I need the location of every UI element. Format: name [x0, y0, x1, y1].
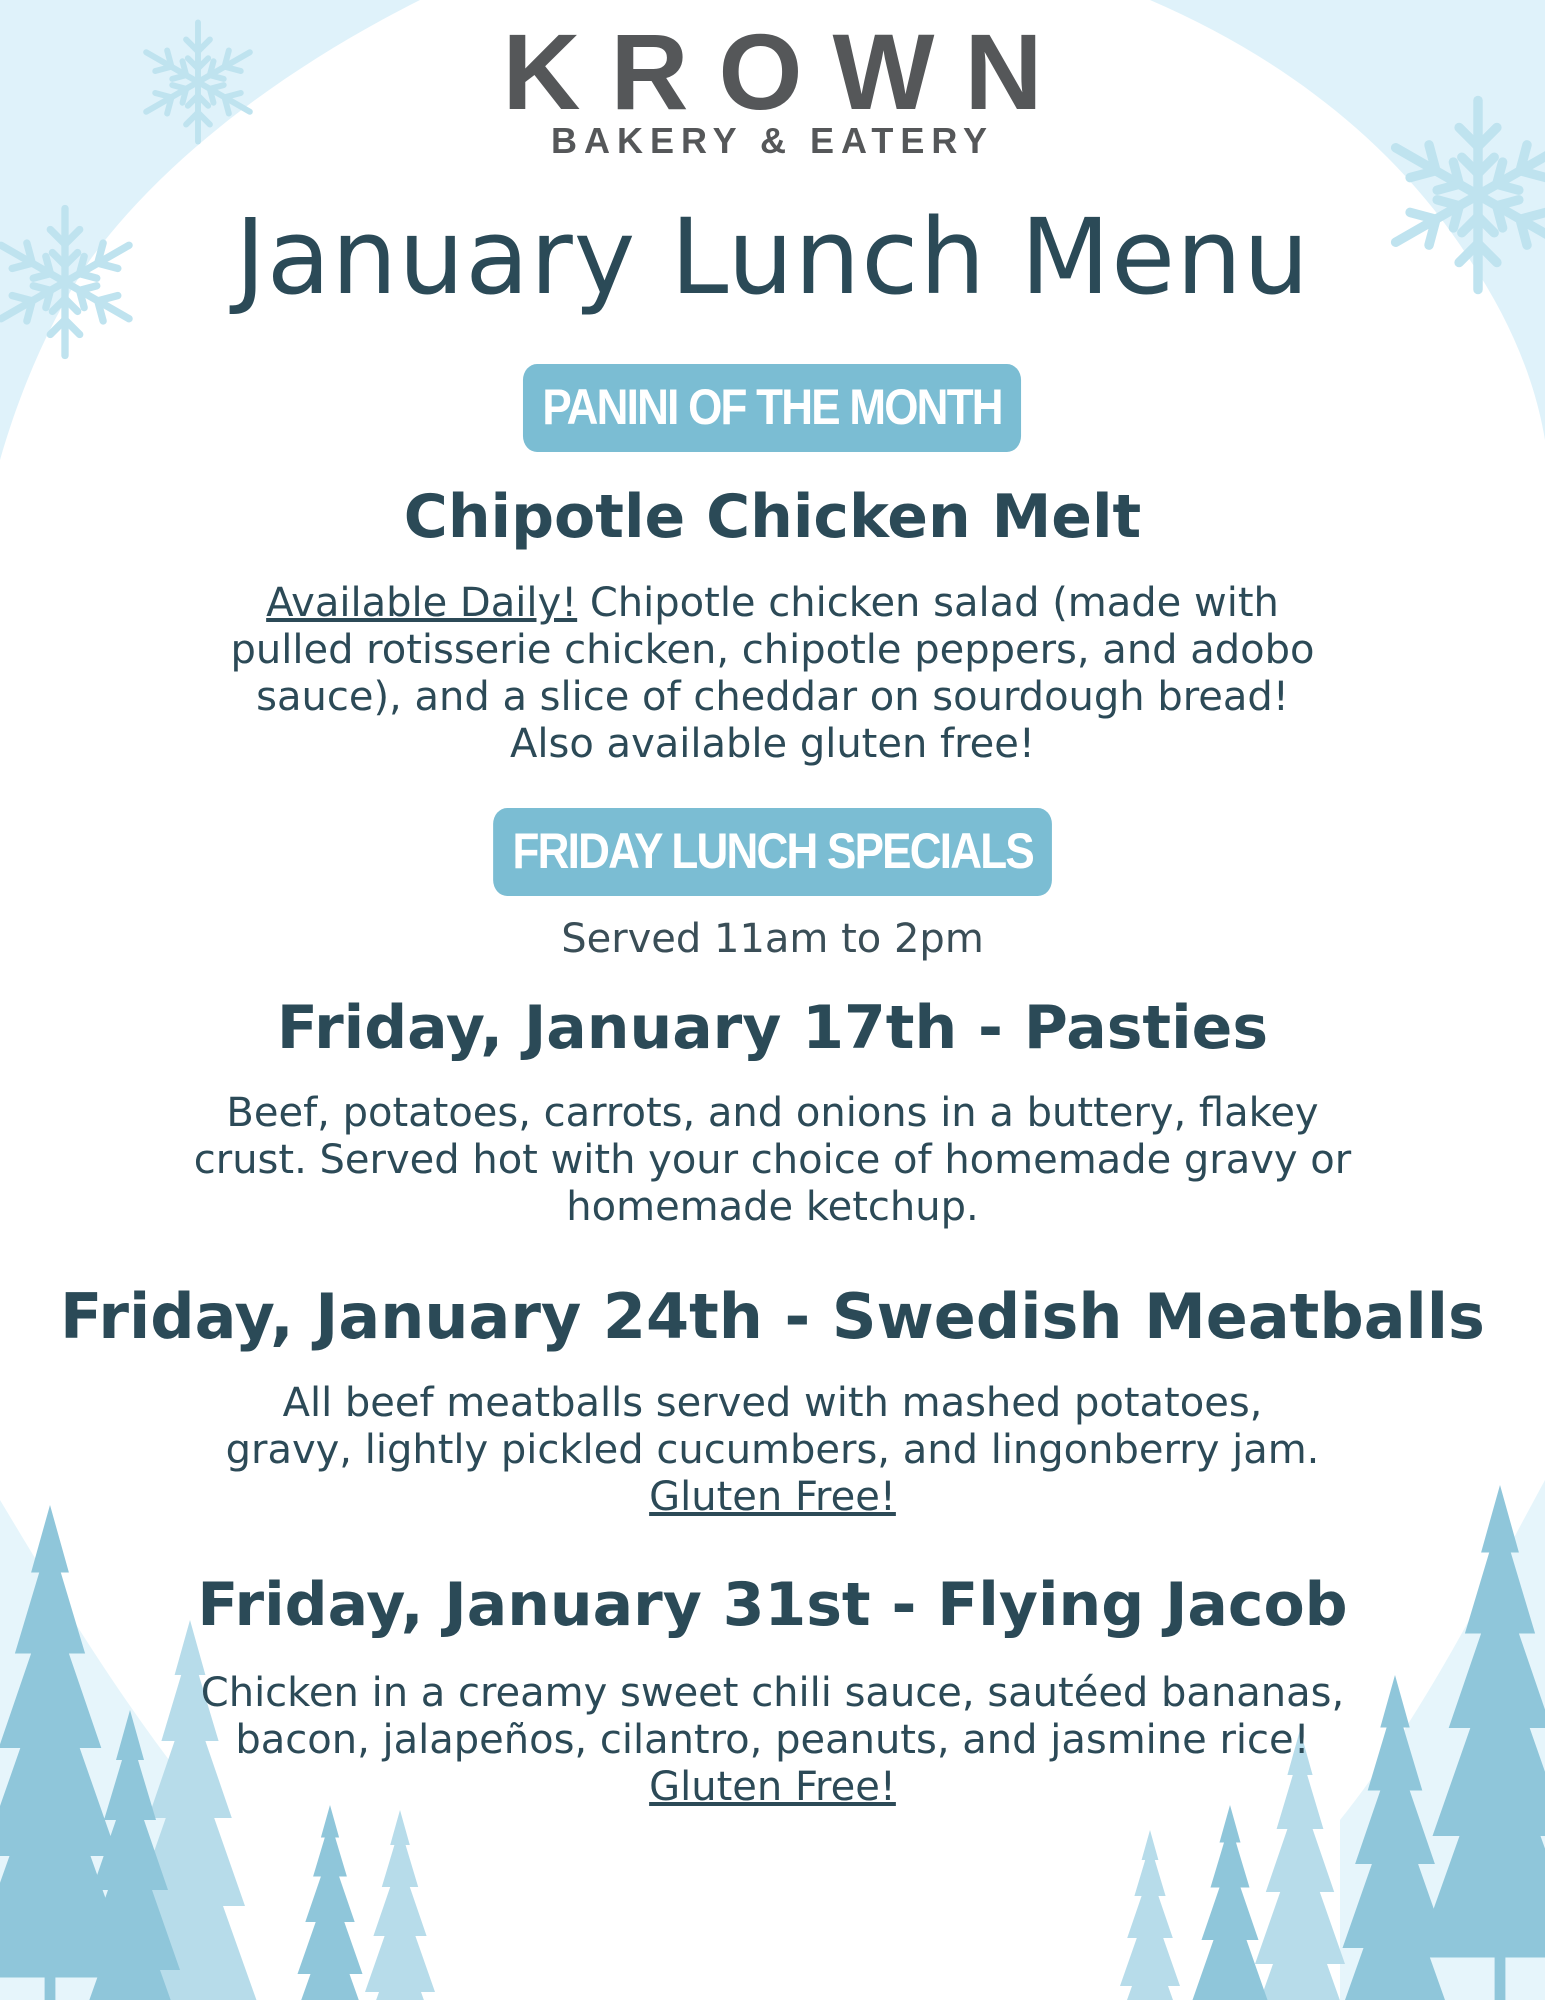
- gluten-free-note: Gluten Free!: [649, 1474, 896, 1520]
- special-title: Friday, January 17th - Pasties: [276, 993, 1269, 1063]
- special-description: Chicken in a creamy sweet chili sauce, sautéed bananas, bacon, jalapeños, cilantro, peanuts, and jasmine rice! Gluten Free!: [200, 1670, 1345, 1810]
- special-title: Friday, January 24th - Swedish Meatballs: [60, 1280, 1485, 1353]
- available-daily-note: Available Daily!: [266, 580, 578, 626]
- friday-section-header: [0, 808, 1545, 896]
- page-title: January Lunch Menu: [235, 196, 1310, 318]
- panini-name: Chipotle Chicken Melt: [403, 482, 1142, 552]
- panini-badge: PANINI OF THE MONTH: [523, 364, 1021, 452]
- served-hours: Served 11am to 2pm: [561, 916, 984, 962]
- gluten-free-note: Gluten Free!: [649, 1764, 896, 1810]
- friday-badge: FRIDAY LUNCH SPECIALS: [493, 808, 1052, 896]
- special-description: Beef, potatoes, carrots, and onions in a buttery, flakey crust. Served hot with your choice of homemade gravy or homemade ketchup.: [193, 1090, 1352, 1230]
- special-description: All beef meatballs served with mashed potatoes, gravy, lightly pickled cucumbers, and lingonberry jam. Gluten Free!: [225, 1380, 1320, 1520]
- panini-description: Available Daily! Chipotle chicken salad (made with pulled rotisserie chicken, chipotle peppers, and adobo sauce), and a slice of cheddar on sourdough bread! Also available gluten free!: [230, 580, 1315, 767]
- brand-logo-name: KROWN: [502, 11, 1073, 132]
- panini-section-header: [0, 364, 1545, 452]
- brand-logo-tagline: BAKERY & EATERY: [550, 120, 995, 161]
- special-title: Friday, January 31st - Flying Jacob: [197, 1570, 1348, 1640]
